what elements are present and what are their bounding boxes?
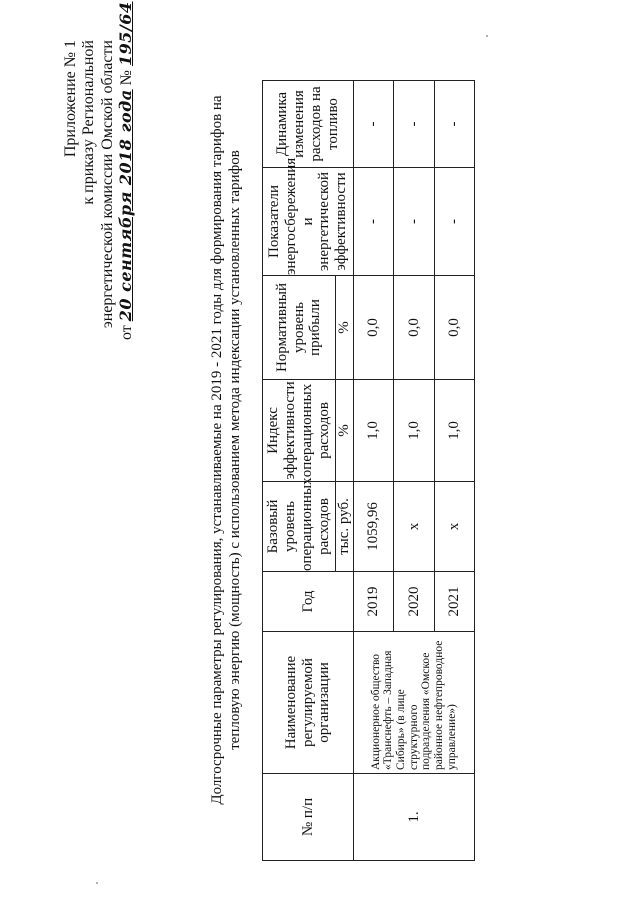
energy-saving-cell: - — [394, 168, 435, 276]
profit-level-cell: 0,0 — [394, 276, 435, 380]
order-date-line — [116, 1, 136, 340]
date-prefix: от — [118, 325, 136, 340]
year-cell: 2019 — [354, 572, 394, 632]
efficiency-index-cell: 1,0 — [354, 380, 394, 482]
base-level-cell: x — [394, 482, 435, 572]
efficiency-index-cell: 1,0 — [435, 380, 475, 482]
unit-index: % — [336, 380, 354, 482]
header-profit-level: Нормативный уровень прибыли — [263, 276, 336, 380]
fuel-dynamics-cell: - — [354, 81, 394, 168]
profit-level-cell: 0,0 — [435, 276, 475, 380]
header-fuel-dynamics: Динамика изменения расходов на топливо — [263, 81, 354, 168]
row-number: 1. — [354, 774, 475, 861]
commission-name: энергетической комиссии Омской области — [98, 40, 116, 329]
header-energy-saving: Показатели энергосбережения и энергетической эффективности — [263, 168, 354, 276]
organization-name: Акционерное общество «Транснефть – Западная Сибирь» (в лице структурного подразделения «Омское районное нефтепроводное управление») — [354, 632, 475, 774]
handwritten-number: 195/64 — [116, 1, 136, 67]
appendix-header — [62, 1, 137, 340]
energy-saving-cell: - — [435, 168, 475, 276]
parameters-table — [262, 80, 475, 861]
base-level-cell: 1059,96 — [354, 482, 394, 572]
appendix-number: Приложение № 1 — [62, 40, 79, 158]
header-efficiency-index: Индекс эффективности операционных расходов — [263, 380, 336, 482]
header-organization: Наименование регулируемой организации — [263, 632, 354, 774]
header-base-level: Базовый уровень операционных расходов — [263, 482, 336, 572]
header-year: Год — [263, 572, 354, 632]
profit-level-cell: 0,0 — [354, 276, 394, 380]
unit-profit: % — [336, 276, 354, 380]
year-cell: 2021 — [435, 572, 475, 632]
handwritten-date: 20 сентября 2018 года — [116, 89, 136, 322]
fuel-dynamics-cell: - — [394, 81, 435, 168]
unit-base: тыс. руб. — [336, 482, 354, 572]
document-heading: Долгосрочные параметры регулирования, устанавливаемые на 2019 - 2021 годы для формирования тарифов на тепловую энергию (мощность) с использованием метода индексации установленных тарифов — [209, 95, 244, 805]
header-num: № п/п — [263, 774, 354, 861]
base-level-cell: x — [435, 482, 475, 572]
order-reference: к приказу Региональной — [80, 40, 98, 205]
table-row — [354, 81, 394, 861]
number-prefix: № — [118, 70, 136, 86]
energy-saving-cell: - — [354, 168, 394, 276]
year-cell: 2020 — [394, 572, 435, 632]
fuel-dynamics-cell: - — [435, 81, 475, 168]
efficiency-index-cell: 1,0 — [394, 380, 435, 482]
